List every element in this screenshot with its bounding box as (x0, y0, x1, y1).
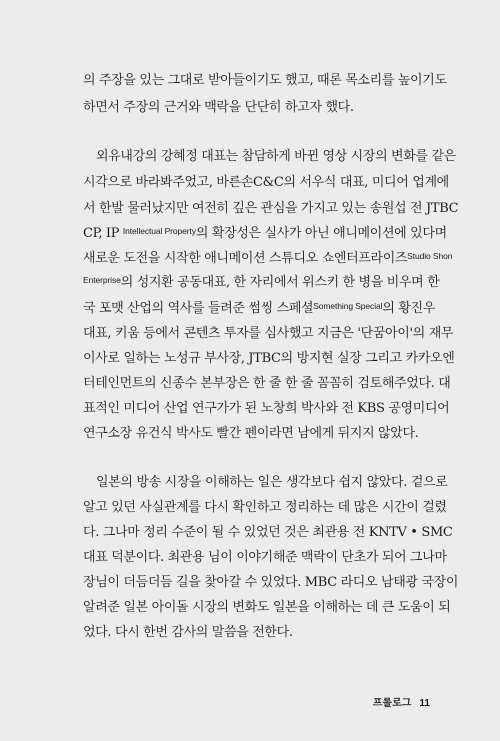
paragraph-3-line-1: 일본의 방송 시장을 이해하는 일은 생각보다 쉽지 않았다. 겉으로 (96, 475, 448, 490)
paragraph-2-line-3: 서 한발 물러났지만 여전히 깊은 관심을 가지고 있는 송원섭 전 JTBC (83, 201, 459, 216)
paragraph-2-line-8: 대표, 키움 등에서 콘텐츠 투자를 심사했고 지금은 '단꿈아이'의 재무 (83, 326, 454, 341)
line-4-text-b: 의 확장성은 실사가 아닌 애니메이션에 있다며 (195, 226, 447, 241)
paragraph-3-line-6: 알려준 일본 아이돌 시장의 변화도 일본을 이해하는 데 큰 도움이 되 (83, 600, 451, 615)
page-number: 11 (419, 698, 430, 709)
paragraph-2-line-1: 외유내강의 강혜정 대표는 참담하게 바뀐 영상 시장의 변화를 같은 (96, 149, 456, 164)
enterprise-gloss: Enterprise (83, 275, 121, 285)
intellectual-property-gloss: Intellectual Property (122, 226, 196, 236)
paragraph-1-line-1: 의 주장을 있는 그대로 받아들이기도 했고, 때론 목소리를 높이기도 (83, 73, 447, 88)
studio-shon-gloss: Studio Shon (407, 251, 453, 261)
line-7-text-b: 의 황진우 (382, 301, 436, 316)
paragraph-3-line-5: 장님이 더듬더듬 길을 찾아갈 수 있었다. MBC 라디오 남태광 국장이 (83, 575, 459, 590)
paragraph-2-line-11: 표적인 미디어 산업 연구가가 된 노창희 박사와 전 KBS 공영미디어 (83, 401, 450, 416)
line-6-text-b: 의 성지환 공동대표, 한 자리에서 위스키 한 병을 비우며 한 (120, 275, 440, 290)
line-7-text-a: 국 포맷 산업의 역사를 들려준 썸씽 스페셜 (83, 301, 314, 316)
paragraph-2-line-2: 시각으로 바라봐주었고, 바른손C&C의 서우식 대표, 미디어 업계에 (83, 175, 449, 190)
something-special-gloss: Something Special (313, 301, 383, 311)
paragraph-2-line-9: 이사로 일하는 노성규 부사장, JTBC의 방지현 실장 그리고 카카오엔 (83, 351, 455, 366)
paragraph-2-line-7 (83, 300, 436, 318)
paragraph-2-line-12: 연구소장 유건식 박사도 빨간 펜이라면 남에게 뒤지지 않았다. (83, 426, 419, 441)
paragraph-2-line-6 (83, 274, 440, 292)
page-footer (373, 694, 430, 709)
paragraph-2-line-4 (83, 225, 447, 243)
paragraph-3-line-4: 대표 덕분이다. 최관용 님이 이야기해준 맥락이 단초가 되어 그나마 (83, 550, 447, 565)
paragraph-3-line-3: 다. 그나마 정리 수준이 될 수 있었던 것은 최관용 전 KNTV • SMC (83, 525, 453, 540)
paragraph-1-line-2: 하면서 주장의 근거와 맥락을 단단히 하고자 했다. (83, 100, 354, 115)
paragraph-3-line-7: 었다. 다시 한번 감사의 말씀을 전한다. (83, 625, 293, 640)
paragraph-2-line-5 (83, 250, 453, 268)
line-5-text-a: 새로운 도전을 시작한 애니메이션 스튜디오 쇼엔터프라이즈 (83, 251, 408, 266)
line-4-text-a: CP, IP (83, 226, 123, 241)
paragraph-3-line-2: 알고 있던 사실관계를 다시 확인하고 정리하는 데 많은 시간이 걸렸 (83, 500, 447, 515)
paragraph-2-line-10: 터테인먼트의 신종수 본부장은 한 줄 한 줄 꼼꼼히 검토해주었다. 대 (83, 376, 451, 391)
running-section-title: 프롤로그 (372, 698, 412, 709)
